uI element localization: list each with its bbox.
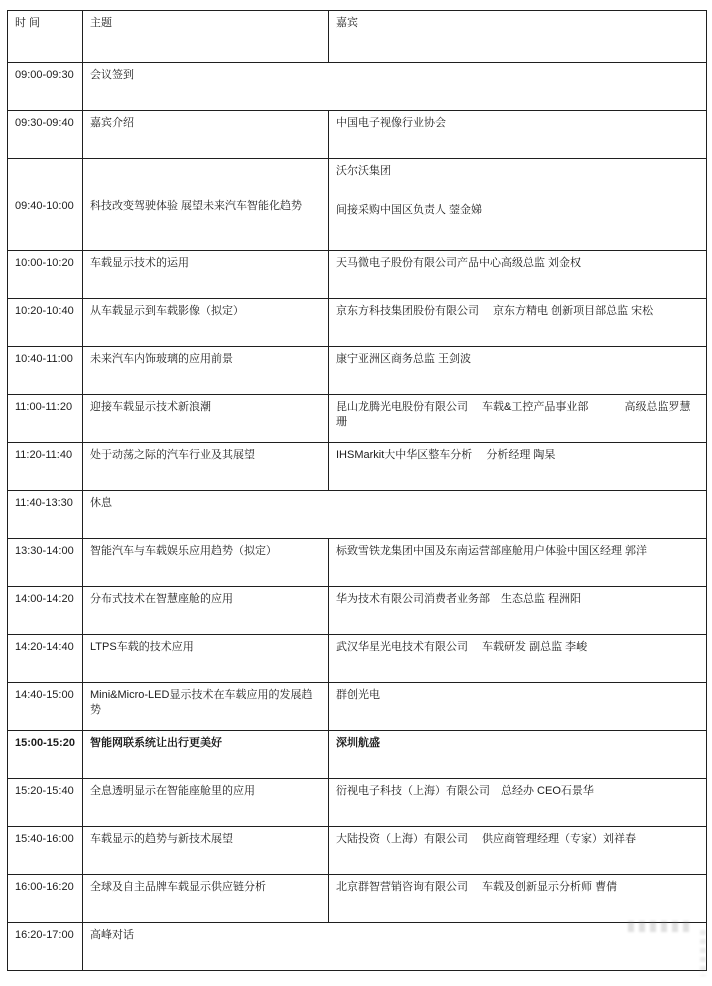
header-guest: 嘉宾	[329, 11, 707, 63]
time-cell: 09:00-09:30	[8, 63, 83, 111]
topic-cell: 智能网联系统让出行更美好	[83, 731, 329, 779]
topic-cell: 科技改变驾驶体验 展望未来汽车智能化趋势	[83, 159, 329, 251]
table-row	[8, 635, 707, 683]
watermark	[628, 921, 692, 932]
time-cell: 11:00-11:20	[8, 395, 83, 443]
guest-cell: 昆山龙腾光电股份有限公司 车载&工控产品事业部 高级总监罗慧珊	[329, 395, 707, 443]
topic-cell: 全球及自主品牌车载显示供应链分析	[83, 875, 329, 923]
guest-cell: 标致雪铁龙集团中国及东南运营部座舱用户体验中国区经理 郭洋	[329, 539, 707, 587]
topic-cell: 嘉宾介绍	[83, 111, 329, 159]
topic-cell: LTPS车载的技术应用	[83, 635, 329, 683]
guest-cell: 京东方科技集团股份有限公司 京东方精电 创新项目部总监 宋松	[329, 299, 707, 347]
watermark-side	[700, 930, 706, 976]
table-row	[8, 111, 707, 159]
time-cell: 15:20-15:40	[8, 779, 83, 827]
agenda-body	[8, 63, 707, 971]
topic-cell: 智能汽车与车载娱乐应用趋势（拟定）	[83, 539, 329, 587]
table-row	[8, 683, 707, 731]
topic-cell: 分布式技术在智慧座舱的应用	[83, 587, 329, 635]
table-row	[8, 491, 707, 539]
time-cell: 14:20-14:40	[8, 635, 83, 683]
topic-cell: 车载显示技术的运用	[83, 251, 329, 299]
time-cell: 10:20-10:40	[8, 299, 83, 347]
guest-cell: IHSMarkit大中华区整车分析 分析经理 陶杲	[329, 443, 707, 491]
topic-cell: 全息透明显示在智能座舱里的应用	[83, 779, 329, 827]
time-cell: 10:00-10:20	[8, 251, 83, 299]
header-topic: 主题	[83, 11, 329, 63]
topic-cell: 未来汽车内饰玻璃的应用前景	[83, 347, 329, 395]
topic-cell: 车载显示的趋势与新技术展望	[83, 827, 329, 875]
guest-cell: 大陆投资（上海）有限公司 供应商管理经理（专家）刘祥春	[329, 827, 707, 875]
time-cell: 13:30-14:00	[8, 539, 83, 587]
guest-line: 间接采购中国区负责人 蓥金娣	[336, 203, 483, 216]
time-cell: 09:30-09:40	[8, 111, 83, 159]
topic-cell: 高峰对话	[83, 923, 707, 971]
guest-cell	[329, 159, 707, 251]
table-row	[8, 395, 707, 443]
time-cell: 15:00-15:20	[8, 731, 83, 779]
time-cell: 15:40-16:00	[8, 827, 83, 875]
time-cell: 14:00-14:20	[8, 587, 83, 635]
time-cell: 10:40-11:00	[8, 347, 83, 395]
topic-cell: 从车载显示到车载影像（拟定）	[83, 299, 329, 347]
topic-cell: 会议签到	[83, 63, 707, 111]
table-row	[8, 63, 707, 111]
time-cell: 11:40-13:30	[8, 491, 83, 539]
table-row	[8, 587, 707, 635]
topic-cell: 处于动荡之际的汽车行业及其展望	[83, 443, 329, 491]
table-row	[8, 539, 707, 587]
guest-cell: 深圳航盛	[329, 731, 707, 779]
topic-cell: 迎接车载显示技术新浪潮	[83, 395, 329, 443]
guest-cell: 中国电子视像行业协会	[329, 111, 707, 159]
table-row	[8, 827, 707, 875]
guest-cell: 康宁亚洲区商务总监 王剑波	[329, 347, 707, 395]
table-row	[8, 875, 707, 923]
guest-line: 沃尔沃集团	[336, 165, 391, 177]
time-cell: 16:20-17:00	[8, 923, 83, 971]
agenda-table	[7, 10, 707, 971]
table-row	[8, 731, 707, 779]
time-cell: 09:40-10:00	[8, 159, 83, 251]
guest-cell: 衍视电子科技（上海）有限公司 总经办 CEO石景华	[329, 779, 707, 827]
guest-cell: 武汉华星光电技术有限公司 车载研发 副总监 李峻	[329, 635, 707, 683]
header-row	[8, 11, 707, 63]
table-row	[8, 251, 707, 299]
table-row	[8, 299, 707, 347]
guest-cell: 天马微电子股份有限公司产品中心高级总监 刘金权	[329, 251, 707, 299]
table-row	[8, 347, 707, 395]
time-cell: 16:00-16:20	[8, 875, 83, 923]
guest-cell: 群创光电	[329, 683, 707, 731]
table-row	[8, 159, 707, 251]
guest-cell: 北京群智营销咨询有限公司 车载及创新显示分析师 曹倩	[329, 875, 707, 923]
table-row	[8, 923, 707, 971]
time-cell: 14:40-15:00	[8, 683, 83, 731]
table-row	[8, 443, 707, 491]
topic-cell: 休息	[83, 491, 707, 539]
topic-cell: Mini&Micro-LED显示技术在车载应用的发展趋势	[83, 683, 329, 731]
table-row	[8, 779, 707, 827]
header-time: 时 间	[8, 11, 83, 63]
time-cell: 11:20-11:40	[8, 443, 83, 491]
guest-cell: 华为技术有限公司消费者业务部 生态总监 程洲阳	[329, 587, 707, 635]
